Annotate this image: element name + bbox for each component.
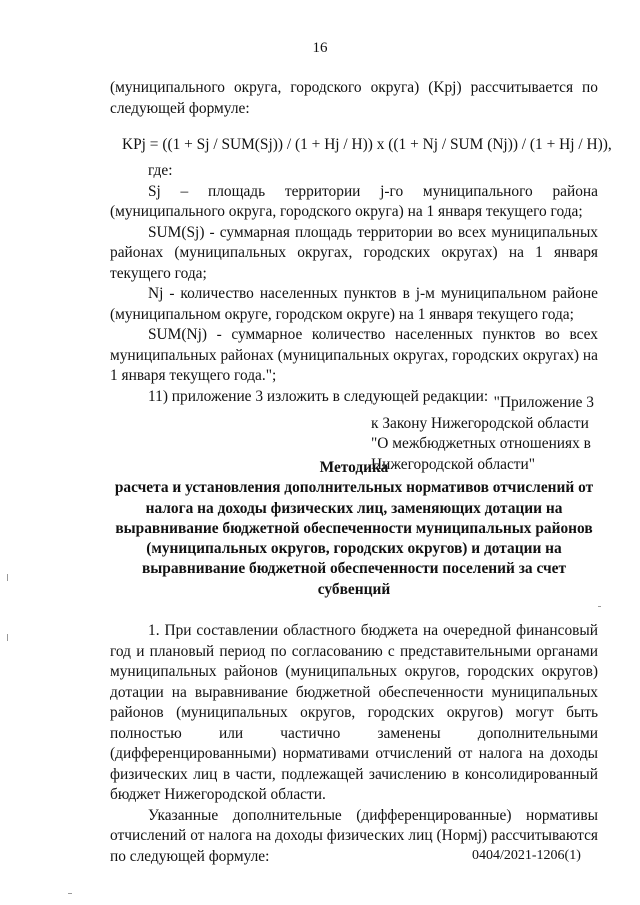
paragraph-2: Указанные дополнительные (дифференцированные) нормативы отчислений от налога на доходы физических лиц (Нормj) рассчитываются по следующей формуле: <box>110 806 598 865</box>
appendix-line: к Закону Нижегородской области <box>371 414 589 432</box>
methodology-title <box>108 458 600 600</box>
intro-paragraph: (муниципального округа, городского округа) (Kpj) рассчитывается по следующей формуле: <box>110 79 598 117</box>
scan-mark <box>68 893 72 894</box>
definition-item: SUM(Nj) - суммарное количество населенных пунктов во всех муниципальных районах (муниципальных округах, городских округах) на 1 января текущего года."; <box>110 326 598 384</box>
intro-block <box>110 78 598 119</box>
scan-mark <box>7 634 8 641</box>
title-line: выравнивание бюджетной обеспеченности муниципальных районов <box>115 519 593 537</box>
coefficient-formula: KPj = ((1 + Sj / SUM(Sj)) / (1 + Hj / H)) x ((1 + Nj / SUM (Nj)) / (1 + Hj / H)), <box>122 136 612 153</box>
body-block <box>110 621 598 867</box>
page-number: 16 <box>312 40 328 56</box>
title-line: (муниципальных округов, городских округов) и дотации на <box>146 540 562 558</box>
definitions-block <box>110 161 598 407</box>
amendment-item-11: 11) приложение 3 изложить в следующей редакции: <box>148 387 489 405</box>
scan-mark <box>7 574 8 581</box>
title-line: налога на доходы физических лиц, заменяющих дотации на <box>145 499 563 517</box>
appendix-line: Нижегородской области" <box>371 455 536 473</box>
document-code: 0404/2021-1206(1) <box>472 848 581 863</box>
definition-item: SUM(Sj) - суммарная площадь территории во всех муниципальных районах (муниципальных округах, городских округах) на 1 января текущего года; <box>110 223 598 282</box>
appendix-line: "Приложение 3 <box>493 394 594 411</box>
where-label: где: <box>148 162 173 179</box>
title-line: расчета и установления дополнительных нормативов отчислений от <box>114 479 594 497</box>
title-line: выравнивание бюджетной обеспеченности поселений за счет <box>141 560 567 578</box>
appendix-line: "О межбюджетных отношениях в <box>371 435 591 452</box>
scan-mark <box>598 606 601 607</box>
definition-item: Sj – площадь территории j-го муниципального района (муниципального округа, городского округа) на 1 января текущего года; <box>110 182 598 220</box>
title-line: субвенций <box>317 580 391 598</box>
definition-item: Nj - количество населенных пунктов в j-м муниципальном районе (муниципальном округе, городском округе) на 1 января текущего года; <box>110 285 598 323</box>
title-line: Методика <box>319 459 389 476</box>
paragraph-1: 1. При составлении областного бюджета на очередной финансовый год и плановый период по согласованию с представительными органами муниципальных районов (муниципальных округов, городских округов) дотации на выравнивание бюджетной обеспеченности муниципальных районов (муниципальных округов, городских округов) могут быть полностью или частично заменены дополнительными (дифференцированными) нормативами отчислений от налога на доходы физических лиц в части, подлежащей зачислению в консолидированный бюджет Нижегородской области. <box>110 622 598 803</box>
